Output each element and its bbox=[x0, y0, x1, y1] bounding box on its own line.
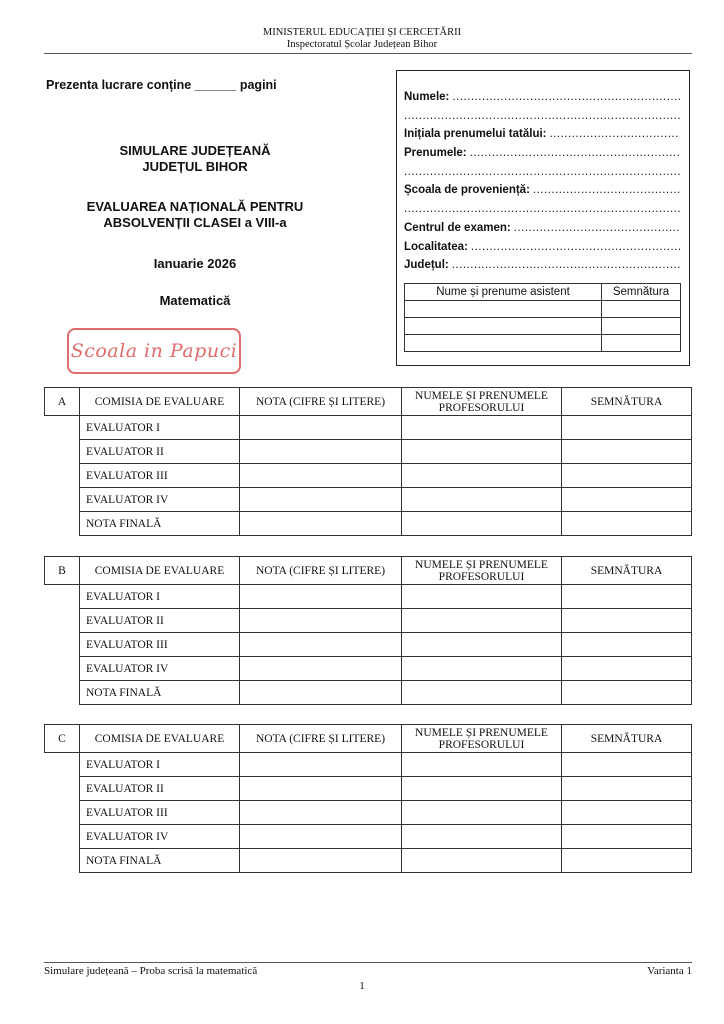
teacher-name-cell[interactable] bbox=[402, 633, 562, 657]
signature-cell[interactable] bbox=[562, 416, 692, 440]
section-letter: A bbox=[45, 388, 80, 416]
table-row bbox=[45, 512, 692, 536]
grade-cell[interactable] bbox=[240, 512, 402, 536]
grade-cell[interactable] bbox=[240, 488, 402, 512]
grade-cell[interactable] bbox=[240, 681, 402, 705]
grade-cell[interactable] bbox=[240, 753, 402, 777]
teacher-name-cell[interactable] bbox=[402, 416, 562, 440]
evaluator-label: EVALUATOR II bbox=[80, 440, 240, 464]
title-line-2: JUDEȚUL BIHOR bbox=[142, 159, 248, 174]
exam-date: Ianuarie 2026 bbox=[153, 256, 237, 271]
column-header: NUMELE ȘI PRENUMELE PROFESORULUI bbox=[402, 388, 562, 416]
row-spacer bbox=[45, 416, 80, 440]
grade-cell[interactable] bbox=[240, 825, 402, 849]
grade-cell[interactable] bbox=[240, 416, 402, 440]
evaluator-label: EVALUATOR I bbox=[80, 416, 240, 440]
grade-cell[interactable] bbox=[240, 609, 402, 633]
signature-cell[interactable] bbox=[562, 633, 692, 657]
grade-cell[interactable] bbox=[240, 464, 402, 488]
grade-cell[interactable] bbox=[240, 801, 402, 825]
row-spacer bbox=[45, 585, 80, 609]
field-initiala[interactable]: Inițiala prenumelui tatălui: ..... bbox=[404, 128, 680, 140]
evaluator-label: NOTA FINALĂ bbox=[80, 512, 240, 536]
evaluator-label: EVALUATOR II bbox=[80, 777, 240, 801]
footer-variant: Varianta 1 bbox=[647, 965, 692, 977]
assistant-name-cell[interactable] bbox=[405, 335, 602, 352]
table-row bbox=[45, 440, 692, 464]
assistant-signature-cell[interactable] bbox=[602, 318, 681, 335]
field-scoala-cont[interactable] bbox=[404, 203, 680, 215]
evaluator-label: EVALUATOR IV bbox=[80, 825, 240, 849]
teacher-name-cell[interactable] bbox=[402, 825, 562, 849]
grade-cell[interactable] bbox=[240, 633, 402, 657]
title-line-3: EVALUAREA NAȚIONALĂ PENTRU bbox=[86, 199, 304, 214]
teacher-name-cell[interactable] bbox=[402, 609, 562, 633]
column-header: COMISIA DE EVALUARE bbox=[80, 557, 240, 585]
table-row bbox=[45, 849, 692, 873]
row-spacer bbox=[45, 681, 80, 705]
row-spacer bbox=[45, 609, 80, 633]
page-number: 1 bbox=[359, 980, 365, 992]
table-row bbox=[45, 464, 692, 488]
table-row bbox=[45, 777, 692, 801]
evaluator-label: NOTA FINALĂ bbox=[80, 681, 240, 705]
signature-cell[interactable] bbox=[562, 777, 692, 801]
teacher-name-cell[interactable] bbox=[402, 681, 562, 705]
document-header bbox=[0, 27, 724, 51]
grade-table-b bbox=[44, 556, 692, 705]
column-header: NUMELE ȘI PRENUMELE PROFESORULUI bbox=[402, 557, 562, 585]
signature-cell[interactable] bbox=[562, 440, 692, 464]
row-spacer bbox=[45, 657, 80, 681]
row-spacer bbox=[45, 440, 80, 464]
column-header: COMISIA DE EVALUARE bbox=[80, 725, 240, 753]
signature-cell[interactable] bbox=[562, 585, 692, 609]
column-header: NOTA (CIFRE ȘI LITERE) bbox=[240, 557, 402, 585]
column-header: SEMNĂTURA bbox=[562, 388, 692, 416]
school-logo: Scoala in Papuci bbox=[67, 328, 241, 374]
evaluator-label: EVALUATOR I bbox=[80, 753, 240, 777]
exam-subject: Matematică bbox=[159, 293, 231, 308]
grade-cell[interactable] bbox=[240, 777, 402, 801]
signature-cell[interactable] bbox=[562, 609, 692, 633]
grade-cell[interactable] bbox=[240, 440, 402, 464]
table-row bbox=[45, 416, 692, 440]
signature-cell[interactable] bbox=[562, 825, 692, 849]
assistant-name-header: Nume și prenume asistent bbox=[405, 284, 602, 301]
grade-table-c bbox=[44, 724, 692, 873]
row-spacer bbox=[45, 825, 80, 849]
signature-cell[interactable] bbox=[562, 849, 692, 873]
table-row bbox=[45, 585, 692, 609]
assistant-signature-cell[interactable] bbox=[602, 301, 681, 318]
field-numele-cont[interactable] bbox=[404, 110, 680, 122]
column-header: SEMNĂTURA bbox=[562, 557, 692, 585]
grade-cell[interactable] bbox=[240, 585, 402, 609]
inspectorate-name: Inspectoratul Școlar Județean Bihor bbox=[286, 39, 438, 50]
ministry-name: MINISTERUL EDUCAȚIEI ȘI CERCETĂRII bbox=[262, 27, 462, 38]
row-spacer bbox=[45, 777, 80, 801]
teacher-name-cell[interactable] bbox=[402, 585, 562, 609]
evaluator-label: EVALUATOR IV bbox=[80, 657, 240, 681]
title-evaluation bbox=[60, 199, 330, 231]
column-header: NOTA (CIFRE ȘI LITERE) bbox=[240, 725, 402, 753]
evaluator-label: EVALUATOR II bbox=[80, 609, 240, 633]
column-header: NUMELE ȘI PRENUMELE PROFESORULUI bbox=[402, 725, 562, 753]
table-row bbox=[45, 609, 692, 633]
section-letter: B bbox=[45, 557, 80, 585]
grade-table-a bbox=[44, 387, 692, 536]
title-line-4: ABSOLVENȚII CLASEI a VIII-a bbox=[103, 215, 287, 230]
field-prenumele[interactable]: Prenumele: ..... bbox=[404, 147, 680, 159]
field-centrul[interactable]: Centrul de examen: ..... bbox=[404, 222, 680, 234]
table-row bbox=[45, 488, 692, 512]
table-row bbox=[45, 633, 692, 657]
grade-cell[interactable] bbox=[240, 849, 402, 873]
field-prenumele-cont[interactable] bbox=[404, 166, 680, 178]
row-spacer bbox=[45, 488, 80, 512]
signature-cell[interactable] bbox=[562, 681, 692, 705]
row-spacer bbox=[45, 512, 80, 536]
teacher-name-cell[interactable] bbox=[402, 753, 562, 777]
teacher-name-cell[interactable] bbox=[402, 440, 562, 464]
field-scoala[interactable]: Școala de proveniență: ..... bbox=[404, 184, 680, 196]
footer-divider bbox=[44, 962, 692, 963]
column-header: COMISIA DE EVALUARE bbox=[80, 388, 240, 416]
assistant-signature-cell[interactable] bbox=[602, 335, 681, 352]
teacher-name-cell[interactable] bbox=[402, 777, 562, 801]
title-simulation bbox=[60, 143, 330, 175]
signature-cell[interactable] bbox=[562, 753, 692, 777]
table-row bbox=[45, 825, 692, 849]
row-spacer bbox=[45, 849, 80, 873]
footer-left: Simulare județeană – Proba scrisă la matematică bbox=[44, 965, 258, 977]
assistant-name-cell[interactable] bbox=[405, 318, 602, 335]
teacher-name-cell[interactable] bbox=[402, 657, 562, 681]
section-letter: C bbox=[45, 725, 80, 753]
table-row bbox=[45, 801, 692, 825]
evaluator-label: EVALUATOR III bbox=[80, 464, 240, 488]
grade-cell[interactable] bbox=[240, 657, 402, 681]
column-header: SEMNĂTURA bbox=[562, 725, 692, 753]
table-row bbox=[45, 657, 692, 681]
teacher-name-cell[interactable] bbox=[402, 464, 562, 488]
signature-cell[interactable] bbox=[562, 464, 692, 488]
evaluator-label: NOTA FINALĂ bbox=[80, 849, 240, 873]
teacher-name-cell[interactable] bbox=[402, 849, 562, 873]
assistant-name-cell[interactable] bbox=[405, 301, 602, 318]
assistant-signature-header: Semnătura bbox=[602, 284, 681, 301]
header-divider bbox=[44, 53, 692, 54]
evaluator-label: EVALUATOR III bbox=[80, 801, 240, 825]
table-row bbox=[45, 753, 692, 777]
field-judetul[interactable]: Județul: ..... bbox=[404, 259, 680, 271]
column-header: NOTA (CIFRE ȘI LITERE) bbox=[240, 388, 402, 416]
evaluator-label: EVALUATOR I bbox=[80, 585, 240, 609]
teacher-name-cell[interactable] bbox=[402, 801, 562, 825]
evaluator-label: EVALUATOR IV bbox=[80, 488, 240, 512]
row-spacer bbox=[45, 801, 80, 825]
row-spacer bbox=[45, 633, 80, 657]
title-line-1: SIMULARE JUDEȚEANĂ bbox=[119, 143, 271, 158]
signature-cell[interactable] bbox=[562, 512, 692, 536]
signature-cell[interactable] bbox=[562, 657, 692, 681]
signature-cell[interactable] bbox=[562, 801, 692, 825]
table-row bbox=[45, 681, 692, 705]
row-spacer bbox=[45, 753, 80, 777]
assistant-table bbox=[404, 283, 681, 352]
evaluator-label: EVALUATOR III bbox=[80, 633, 240, 657]
field-localitatea[interactable]: Localitatea: ..... bbox=[404, 241, 680, 253]
pages-notice: Prezenta lucrare conține ______ pagini bbox=[46, 78, 277, 92]
signature-cell[interactable] bbox=[562, 488, 692, 512]
teacher-name-cell[interactable] bbox=[402, 512, 562, 536]
row-spacer bbox=[45, 464, 80, 488]
field-numele[interactable]: Numele: ..... bbox=[404, 91, 680, 103]
teacher-name-cell[interactable] bbox=[402, 488, 562, 512]
